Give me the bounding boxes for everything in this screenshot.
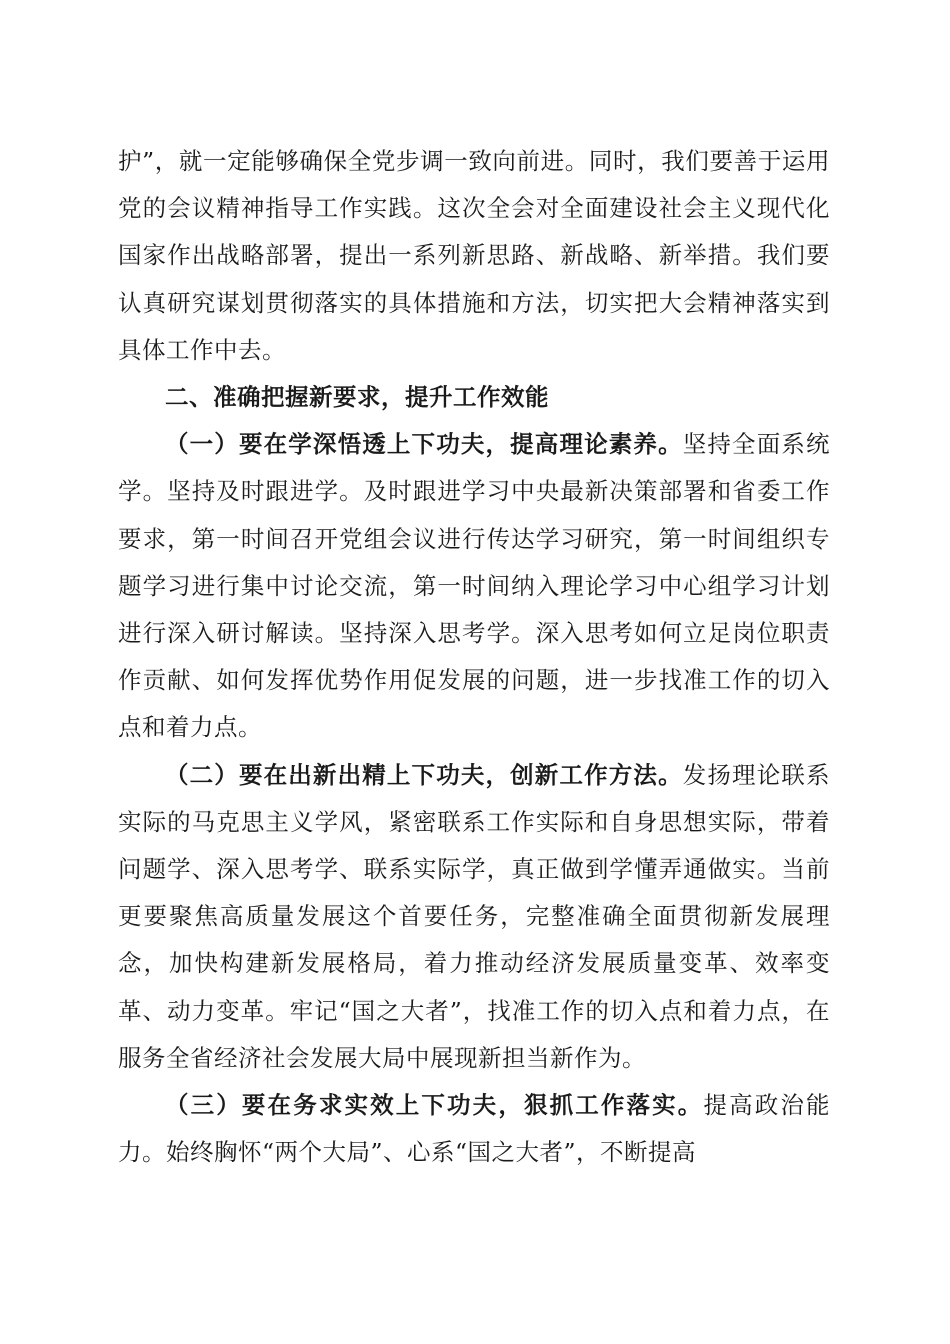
paragraph-item-2	[118, 752, 830, 1082]
item-2-text: 发扬理论联系实际的马克思主义学风，紧密联系工作实际和自身思想实际，带着问题学、深入思考学、联系实际学，真正做到学懂弄通做实。当前更要聚焦高质量发展这个首要任务，完整准确全面贯彻新发展理念，加快构建新发展格局，着力推动经济发展质量变革、效率变革、动力变革。牢记“国之大者”，找准工作的切入点和着力点，在服务全省经济社会发展大局中展现新担当新作为。	[118, 760, 831, 1072]
item-3-text: 提高政治能力。始终胸怀“两个大局”、心系“国之大者”，不断提高	[118, 1091, 831, 1167]
paragraph-continuation: 护”，就一定能够确保全党步调一致向前进。同时，我们要善于运用党的会议精神指导工作实践。这次全会对全面建设社会主义现代化国家作出战略部署，提出一系列新思路、新战略、新举措。我们要认真研究谋划贯彻落实的具体措施和方法，切实把大会精神落实到具体工作中去。	[118, 147, 830, 364]
item-1-text: 坚持全面系统学。坚持及时跟进学。及时跟进学习中央最新决策部署和省委工作要求，第一时间召开党组会议进行传达学习研究，第一时间组织专题学习进行集中讨论交流，第一时间纳入理论学习中心组学习计划进行深入研讨解读。坚持深入思考学。深入思考如何立足岗位职责作贡献、如何发挥优势作用促发展的问题，进一步找准工作的切入点和着力点。	[118, 430, 831, 742]
item-3-lead: （三）要在务求实效上下功夫，狠抓工作落实。	[165, 1091, 704, 1120]
item-2-lead: （二）要在出新出精上下功夫，创新工作方法。	[165, 760, 683, 789]
item-1-lead: （一）要在学深悟透上下功夫，提高理论素养。	[165, 430, 683, 459]
paragraph-item-3	[118, 1082, 830, 1176]
document-body	[118, 138, 830, 1176]
paragraph-item-1	[118, 421, 830, 751]
section-heading: 二、准确把握新要求，提升工作效能	[165, 383, 549, 412]
